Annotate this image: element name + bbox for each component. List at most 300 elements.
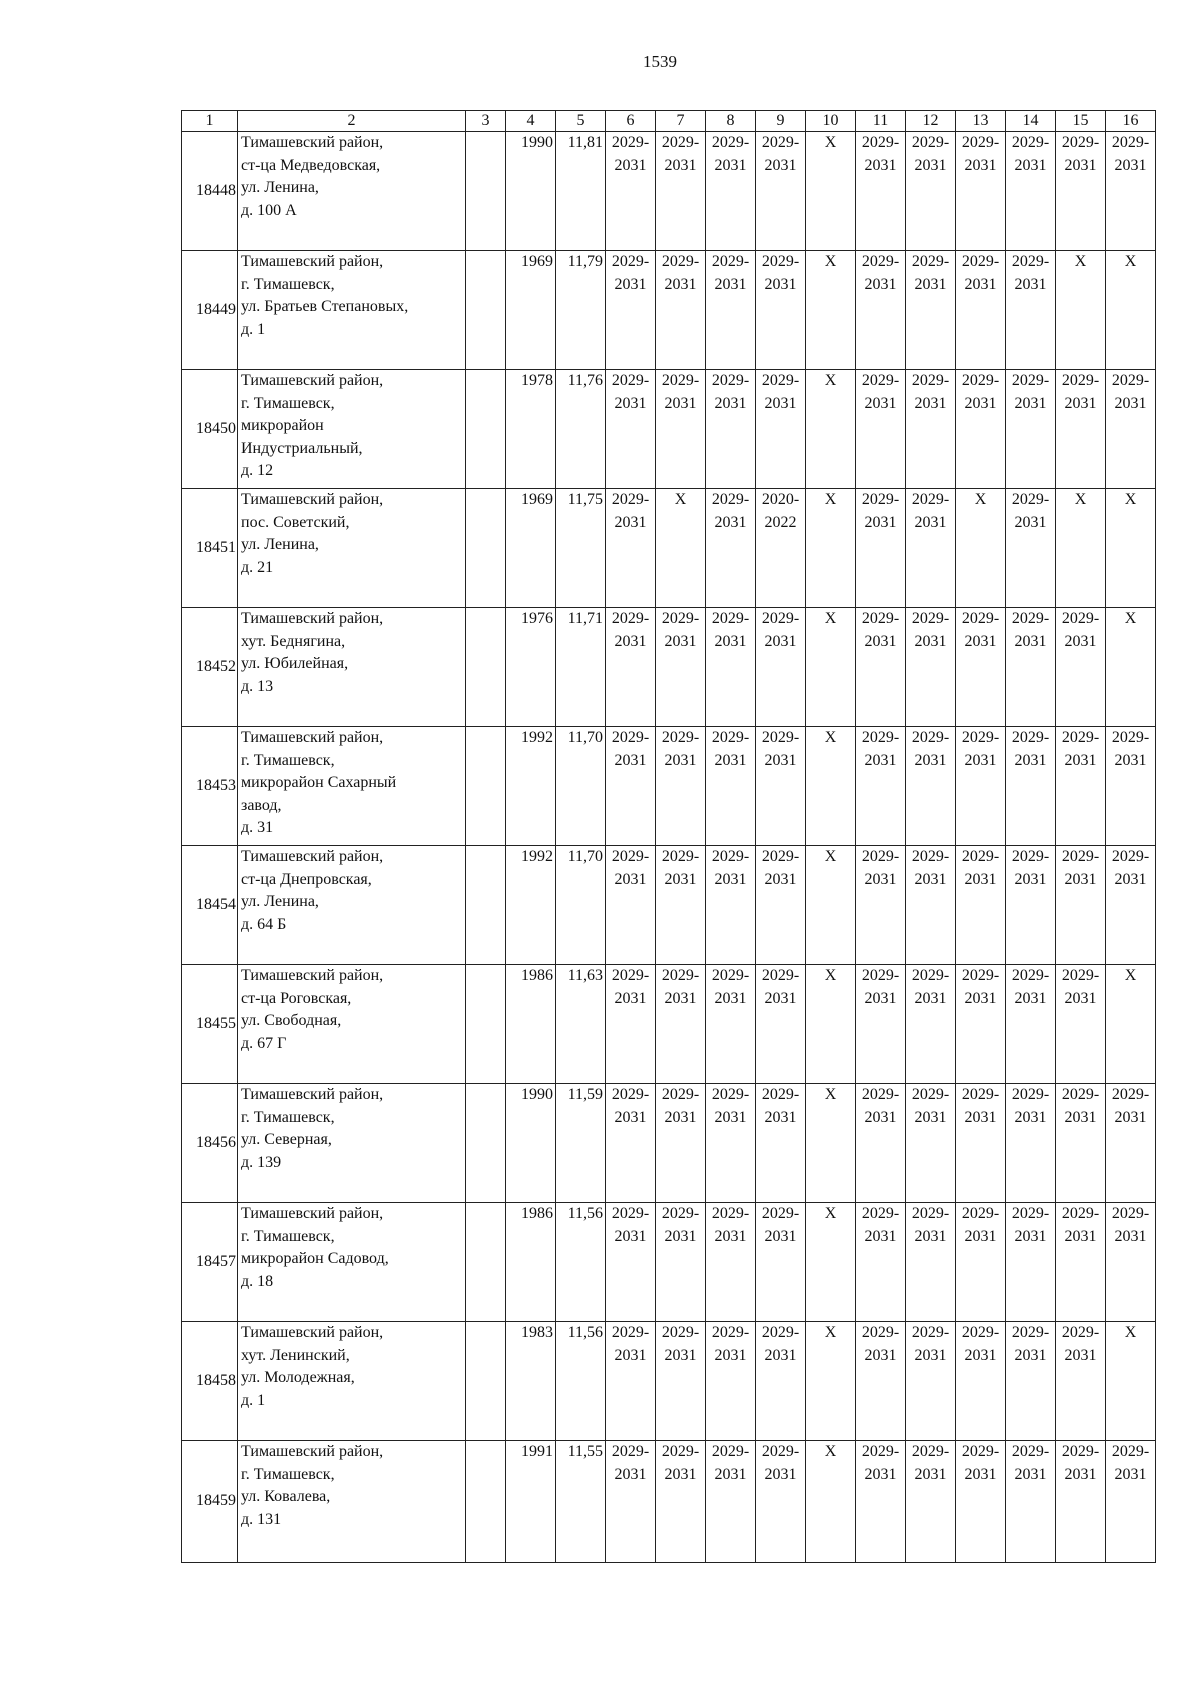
period-cell <box>1106 608 1156 727</box>
table-row <box>182 1322 1156 1441</box>
address-line: Тимашевский район, <box>241 1086 384 1103</box>
table-row <box>182 370 1156 489</box>
year-cell: 1986 <box>506 1203 556 1322</box>
period-cell <box>856 132 906 251</box>
period-cell <box>606 489 656 608</box>
period-line: 2029- <box>961 1205 1000 1222</box>
period-line: 2031 <box>864 275 897 293</box>
period-line: 2029- <box>711 729 750 746</box>
period-cell <box>906 1322 956 1441</box>
period-cell <box>1106 1084 1156 1203</box>
period-line: 2029- <box>1011 372 1050 389</box>
period-line: 2031 <box>964 156 997 174</box>
period-line: 2031 <box>1114 1108 1147 1126</box>
period-line: 2029- <box>661 1443 700 1460</box>
period-line: 2031 <box>714 632 747 650</box>
address-line: ул. Молодежная, <box>241 1369 355 1386</box>
column-number: 10 <box>806 111 856 132</box>
period-line: 2020- <box>761 491 800 508</box>
period-cell <box>1006 1441 1056 1563</box>
period-line: X <box>824 967 837 984</box>
period-line: 2031 <box>964 275 997 293</box>
period-cell <box>656 251 706 370</box>
column-number: 2 <box>238 111 466 132</box>
period-line: 2031 <box>914 1227 947 1245</box>
period-line: 2029- <box>611 1324 650 1341</box>
period-line: 2031 <box>764 1346 797 1364</box>
column-number: 1 <box>182 111 238 132</box>
period-line: X <box>824 253 837 270</box>
period-line: 2029- <box>1011 848 1050 865</box>
period-line: 2029- <box>1061 1205 1100 1222</box>
period-line: 2031 <box>714 870 747 888</box>
period-cell <box>606 251 656 370</box>
period-cell <box>1006 965 1056 1084</box>
period-line: 2031 <box>914 394 947 412</box>
period-line: 2031 <box>764 870 797 888</box>
address-line: микрорайон Сахарный <box>241 774 397 791</box>
address-line: Индустриальный, <box>241 439 363 457</box>
address-line: хут. Ленинский, <box>241 1346 350 1364</box>
period-line: 2031 <box>1064 394 1097 412</box>
period-line: 2029- <box>711 1443 750 1460</box>
period-cell <box>806 608 856 727</box>
period-cell <box>756 965 806 1084</box>
column-number: 4 <box>506 111 556 132</box>
period-cell <box>806 846 856 965</box>
period-line: 2029- <box>611 253 650 270</box>
address-line: ст-ца Днепровская, <box>241 870 372 888</box>
period-line: 2029- <box>1011 967 1050 984</box>
column-3-cell <box>466 132 506 251</box>
period-line: 2029- <box>1061 610 1100 627</box>
period-line: 2031 <box>1064 870 1097 888</box>
period-cell <box>956 965 1006 1084</box>
period-line: 2029- <box>611 1086 650 1103</box>
period-line: 2029- <box>961 1086 1000 1103</box>
period-line: 2031 <box>964 1346 997 1364</box>
period-line: 2031 <box>614 632 647 650</box>
period-line: 2031 <box>964 394 997 412</box>
value-cell: 11,75 <box>556 489 606 608</box>
period-line: 2029- <box>661 1324 700 1341</box>
period-line: 2031 <box>864 513 897 531</box>
year-cell: 1978 <box>506 370 556 489</box>
address-cell <box>238 370 466 489</box>
period-line: 2031 <box>1014 1227 1047 1245</box>
period-line: 2031 <box>614 870 647 888</box>
column-number: 6 <box>606 111 656 132</box>
year-cell: 1990 <box>506 1084 556 1203</box>
period-line: 2031 <box>864 1108 897 1126</box>
year-cell: 1969 <box>506 251 556 370</box>
period-line: 2031 <box>1014 870 1047 888</box>
period-line: 2031 <box>964 1465 997 1483</box>
period-line: 2029- <box>1061 848 1100 865</box>
period-line: 2029- <box>661 610 700 627</box>
period-line: 2029- <box>1011 1086 1050 1103</box>
period-line: 2029- <box>861 1205 900 1222</box>
period-line: 2031 <box>664 870 697 888</box>
period-line: 2031 <box>914 513 947 531</box>
value-cell: 11,56 <box>556 1322 606 1441</box>
record-number: 18448 <box>182 132 238 251</box>
period-line: X <box>824 1205 837 1222</box>
address-cell <box>238 1084 466 1203</box>
period-line: 2031 <box>914 1465 947 1483</box>
period-line: 2031 <box>864 1227 897 1245</box>
period-cell <box>856 965 906 1084</box>
column-number: 3 <box>466 111 506 132</box>
period-cell <box>656 608 706 727</box>
period-line: X <box>1124 967 1137 984</box>
period-cell <box>756 1322 806 1441</box>
period-line: 2031 <box>1114 156 1147 174</box>
period-cell <box>956 1322 1006 1441</box>
period-line: X <box>824 1086 837 1103</box>
period-line: 2031 <box>1014 275 1047 293</box>
year-cell: 1986 <box>506 965 556 1084</box>
period-line: 2029- <box>761 253 800 270</box>
period-cell <box>956 251 1006 370</box>
period-line: 2031 <box>614 751 647 769</box>
period-line: 2029- <box>711 1324 750 1341</box>
period-line: 2029- <box>611 610 650 627</box>
period-cell <box>906 608 956 727</box>
column-number: 16 <box>1106 111 1156 132</box>
period-line: 2031 <box>864 870 897 888</box>
value-cell: 11,55 <box>556 1441 606 1563</box>
period-line: X <box>824 848 837 865</box>
address-cell <box>238 727 466 846</box>
period-line: X <box>1074 253 1087 270</box>
period-cell <box>806 1441 856 1563</box>
period-line: 2031 <box>1014 1108 1047 1126</box>
column-3-cell <box>466 846 506 965</box>
period-cell <box>956 370 1006 489</box>
period-line: 2031 <box>864 1346 897 1364</box>
period-cell <box>1106 132 1156 251</box>
period-line: 2031 <box>914 632 947 650</box>
period-line: 2029- <box>961 1324 1000 1341</box>
period-line: 2029- <box>1011 610 1050 627</box>
period-line: 2029- <box>911 1443 950 1460</box>
address-line: д. 67 Г <box>241 1034 287 1052</box>
period-line: 2031 <box>864 632 897 650</box>
period-line: 2031 <box>664 156 697 174</box>
address-line: ул. Ленина, <box>241 179 319 196</box>
period-cell <box>656 727 706 846</box>
address-line: микрорайон <box>241 417 324 434</box>
period-cell <box>956 846 1006 965</box>
period-line: 2031 <box>964 870 997 888</box>
period-line: 2031 <box>714 1346 747 1364</box>
period-cell <box>706 370 756 489</box>
period-line: 2031 <box>714 751 747 769</box>
period-line: 2029- <box>1061 967 1100 984</box>
period-line: 2029- <box>961 372 1000 389</box>
address-line: ул. Свободная, <box>241 1012 342 1029</box>
period-cell <box>956 1203 1006 1322</box>
period-line: 2031 <box>664 632 697 650</box>
period-line: 2031 <box>714 1227 747 1245</box>
period-line: 2031 <box>914 870 947 888</box>
value-cell: 11,79 <box>556 251 606 370</box>
period-line: 2029- <box>611 134 650 151</box>
period-cell <box>706 251 756 370</box>
period-line: X <box>1124 1324 1137 1341</box>
period-line: 2031 <box>714 989 747 1007</box>
period-line: 2031 <box>764 1108 797 1126</box>
period-line: 2031 <box>614 1227 647 1245</box>
period-line: 2029- <box>661 134 700 151</box>
address-line: д. 64 Б <box>241 915 287 933</box>
value-cell: 11,63 <box>556 965 606 1084</box>
period-cell <box>756 1441 806 1563</box>
year-cell: 1991 <box>506 1441 556 1563</box>
period-line: 2031 <box>914 275 947 293</box>
address-cell <box>238 965 466 1084</box>
period-cell <box>656 965 706 1084</box>
address-line: ул. Ленина, <box>241 536 319 553</box>
period-line: 2029- <box>1011 134 1050 151</box>
period-line: 2029- <box>1011 491 1050 508</box>
address-line: д. 1 <box>241 320 266 338</box>
period-line: 2029- <box>1061 1443 1100 1460</box>
period-line: 2031 <box>1064 1108 1097 1126</box>
period-line: 2031 <box>1014 394 1047 412</box>
period-line: 2031 <box>764 394 797 412</box>
address-line: Тимашевский район, <box>241 1324 384 1341</box>
address-line: г. Тимашевск, <box>241 394 335 412</box>
period-line: 2031 <box>664 1227 697 1245</box>
value-cell: 11,56 <box>556 1203 606 1322</box>
period-cell <box>806 1322 856 1441</box>
address-line: Тимашевский район, <box>241 729 384 746</box>
period-cell <box>956 727 1006 846</box>
period-cell <box>756 727 806 846</box>
period-line: 2029- <box>861 729 900 746</box>
address-line: Тимашевский район, <box>241 372 384 389</box>
period-line: 2029- <box>661 1205 700 1222</box>
table-row <box>182 1203 1156 1322</box>
period-line: 2029- <box>861 1086 900 1103</box>
period-line: 2029- <box>961 134 1000 151</box>
period-line: 2029- <box>911 1205 950 1222</box>
address-cell <box>238 489 466 608</box>
period-line: 2029- <box>1111 372 1150 389</box>
period-line: 2029- <box>761 967 800 984</box>
period-line: 2031 <box>1064 632 1097 650</box>
period-cell <box>606 1322 656 1441</box>
table-row <box>182 1084 1156 1203</box>
period-line: 2031 <box>914 156 947 174</box>
register-body <box>182 111 1156 1563</box>
period-cell <box>1056 1084 1106 1203</box>
period-line: 2031 <box>1064 989 1097 1007</box>
period-line: 2031 <box>964 989 997 1007</box>
period-line: 2029- <box>761 1205 800 1222</box>
period-line: 2029- <box>1011 253 1050 270</box>
address-line: хут. Беднягина, <box>241 632 346 650</box>
period-line: 2029- <box>911 729 950 746</box>
period-cell <box>806 1084 856 1203</box>
period-line: 2029- <box>711 610 750 627</box>
period-line: 2031 <box>664 394 697 412</box>
address-line: д. 131 <box>241 1510 282 1528</box>
period-line: 2031 <box>764 275 797 293</box>
period-line: 2029- <box>961 1443 1000 1460</box>
period-line: 2029- <box>861 1443 900 1460</box>
period-line: 2031 <box>964 1227 997 1245</box>
period-cell <box>1056 1203 1106 1322</box>
address-line: ул. Ленина, <box>241 893 319 910</box>
period-line: 2029- <box>911 967 950 984</box>
period-cell <box>1056 1441 1106 1563</box>
period-line: 2022 <box>764 513 797 531</box>
period-line: 2029- <box>1061 134 1100 151</box>
period-cell <box>806 132 856 251</box>
period-line: 2031 <box>764 1227 797 1245</box>
period-line: 2029- <box>711 134 750 151</box>
period-line: 2031 <box>614 1465 647 1483</box>
period-cell <box>856 489 906 608</box>
address-line: завод, <box>241 796 282 814</box>
address-cell <box>238 846 466 965</box>
period-line: X <box>824 1324 837 1341</box>
period-line: 2031 <box>664 1346 697 1364</box>
period-cell <box>806 251 856 370</box>
period-cell <box>906 1203 956 1322</box>
period-line: 2031 <box>1114 1465 1147 1483</box>
period-line: 2031 <box>914 1108 947 1126</box>
period-line: 2031 <box>1114 1227 1147 1245</box>
period-cell <box>906 1441 956 1563</box>
period-line: X <box>824 1443 837 1460</box>
record-number: 18454 <box>182 846 238 965</box>
record-number: 18450 <box>182 370 238 489</box>
record-number: 18449 <box>182 251 238 370</box>
value-cell: 11,81 <box>556 132 606 251</box>
year-cell: 1983 <box>506 1322 556 1441</box>
period-line: 2031 <box>1114 870 1147 888</box>
period-cell <box>706 1322 756 1441</box>
address-line: Тимашевский район, <box>241 610 384 627</box>
period-line: 2029- <box>761 610 800 627</box>
period-cell <box>856 370 906 489</box>
column-3-cell <box>466 370 506 489</box>
period-cell <box>856 251 906 370</box>
period-cell <box>856 1322 906 1441</box>
period-line: 2031 <box>1014 513 1047 531</box>
year-cell: 1990 <box>506 132 556 251</box>
period-line: 2031 <box>764 156 797 174</box>
period-line: 2031 <box>614 394 647 412</box>
period-line: 2029- <box>961 729 1000 746</box>
address-line: д. 31 <box>241 819 274 836</box>
address-line: Тимашевский район, <box>241 967 384 984</box>
value-cell: 11,71 <box>556 608 606 727</box>
period-line: 2031 <box>714 156 747 174</box>
period-line: 2031 <box>1014 989 1047 1007</box>
period-cell <box>856 727 906 846</box>
period-line: 2031 <box>614 989 647 1007</box>
column-3-cell <box>466 608 506 727</box>
period-line: 2031 <box>1064 1227 1097 1245</box>
period-cell <box>1056 132 1106 251</box>
register-table <box>181 110 1156 1563</box>
period-line: 2031 <box>1014 1465 1047 1483</box>
period-line: 2031 <box>714 275 747 293</box>
period-cell <box>806 965 856 1084</box>
period-line: 2031 <box>1014 751 1047 769</box>
period-cell <box>706 1441 756 1563</box>
address-cell <box>238 1441 466 1563</box>
period-line: 2029- <box>661 848 700 865</box>
period-line: X <box>824 491 837 508</box>
period-line: 2029- <box>661 253 700 270</box>
period-cell <box>756 1203 806 1322</box>
period-cell <box>606 965 656 1084</box>
period-cell <box>656 846 706 965</box>
period-cell <box>1056 727 1106 846</box>
period-cell <box>1056 965 1106 1084</box>
period-cell <box>706 965 756 1084</box>
period-line: 2029- <box>961 967 1000 984</box>
period-line: 2031 <box>764 1465 797 1483</box>
value-cell: 11,59 <box>556 1084 606 1203</box>
table-row <box>182 132 1156 251</box>
table-row <box>182 489 1156 608</box>
column-number: 8 <box>706 111 756 132</box>
period-line: 2031 <box>1064 751 1097 769</box>
table-row <box>182 846 1156 965</box>
period-cell <box>1006 489 1056 608</box>
period-line: 2029- <box>661 372 700 389</box>
period-cell <box>656 489 706 608</box>
period-cell <box>1006 1084 1056 1203</box>
period-cell <box>1106 965 1156 1084</box>
period-cell <box>1106 370 1156 489</box>
period-line: 2029- <box>1061 1324 1100 1341</box>
address-line: д. 18 <box>241 1272 274 1290</box>
period-cell <box>606 1084 656 1203</box>
column-3-cell <box>466 1441 506 1563</box>
period-line: 2031 <box>764 632 797 650</box>
period-line: 2031 <box>664 751 697 769</box>
period-line: 2031 <box>1014 1346 1047 1364</box>
period-cell <box>906 965 956 1084</box>
address-line: пос. Советский, <box>241 513 350 531</box>
column-number: 14 <box>1006 111 1056 132</box>
period-cell <box>956 608 1006 727</box>
period-cell <box>606 1441 656 1563</box>
record-number: 18455 <box>182 965 238 1084</box>
period-cell <box>1006 727 1056 846</box>
period-cell <box>706 489 756 608</box>
address-line: ст-ца Роговская, <box>241 989 352 1007</box>
address-line: д. 12 <box>241 462 274 479</box>
period-line: 2029- <box>761 1324 800 1341</box>
period-cell <box>706 1203 756 1322</box>
address-line: г. Тимашевск, <box>241 275 335 293</box>
column-3-cell <box>466 1203 506 1322</box>
period-line: 2029- <box>761 134 800 151</box>
period-cell <box>856 1441 906 1563</box>
column-3-cell <box>466 965 506 1084</box>
address-line: г. Тимашевск, <box>241 1465 335 1483</box>
column-3-cell <box>466 251 506 370</box>
